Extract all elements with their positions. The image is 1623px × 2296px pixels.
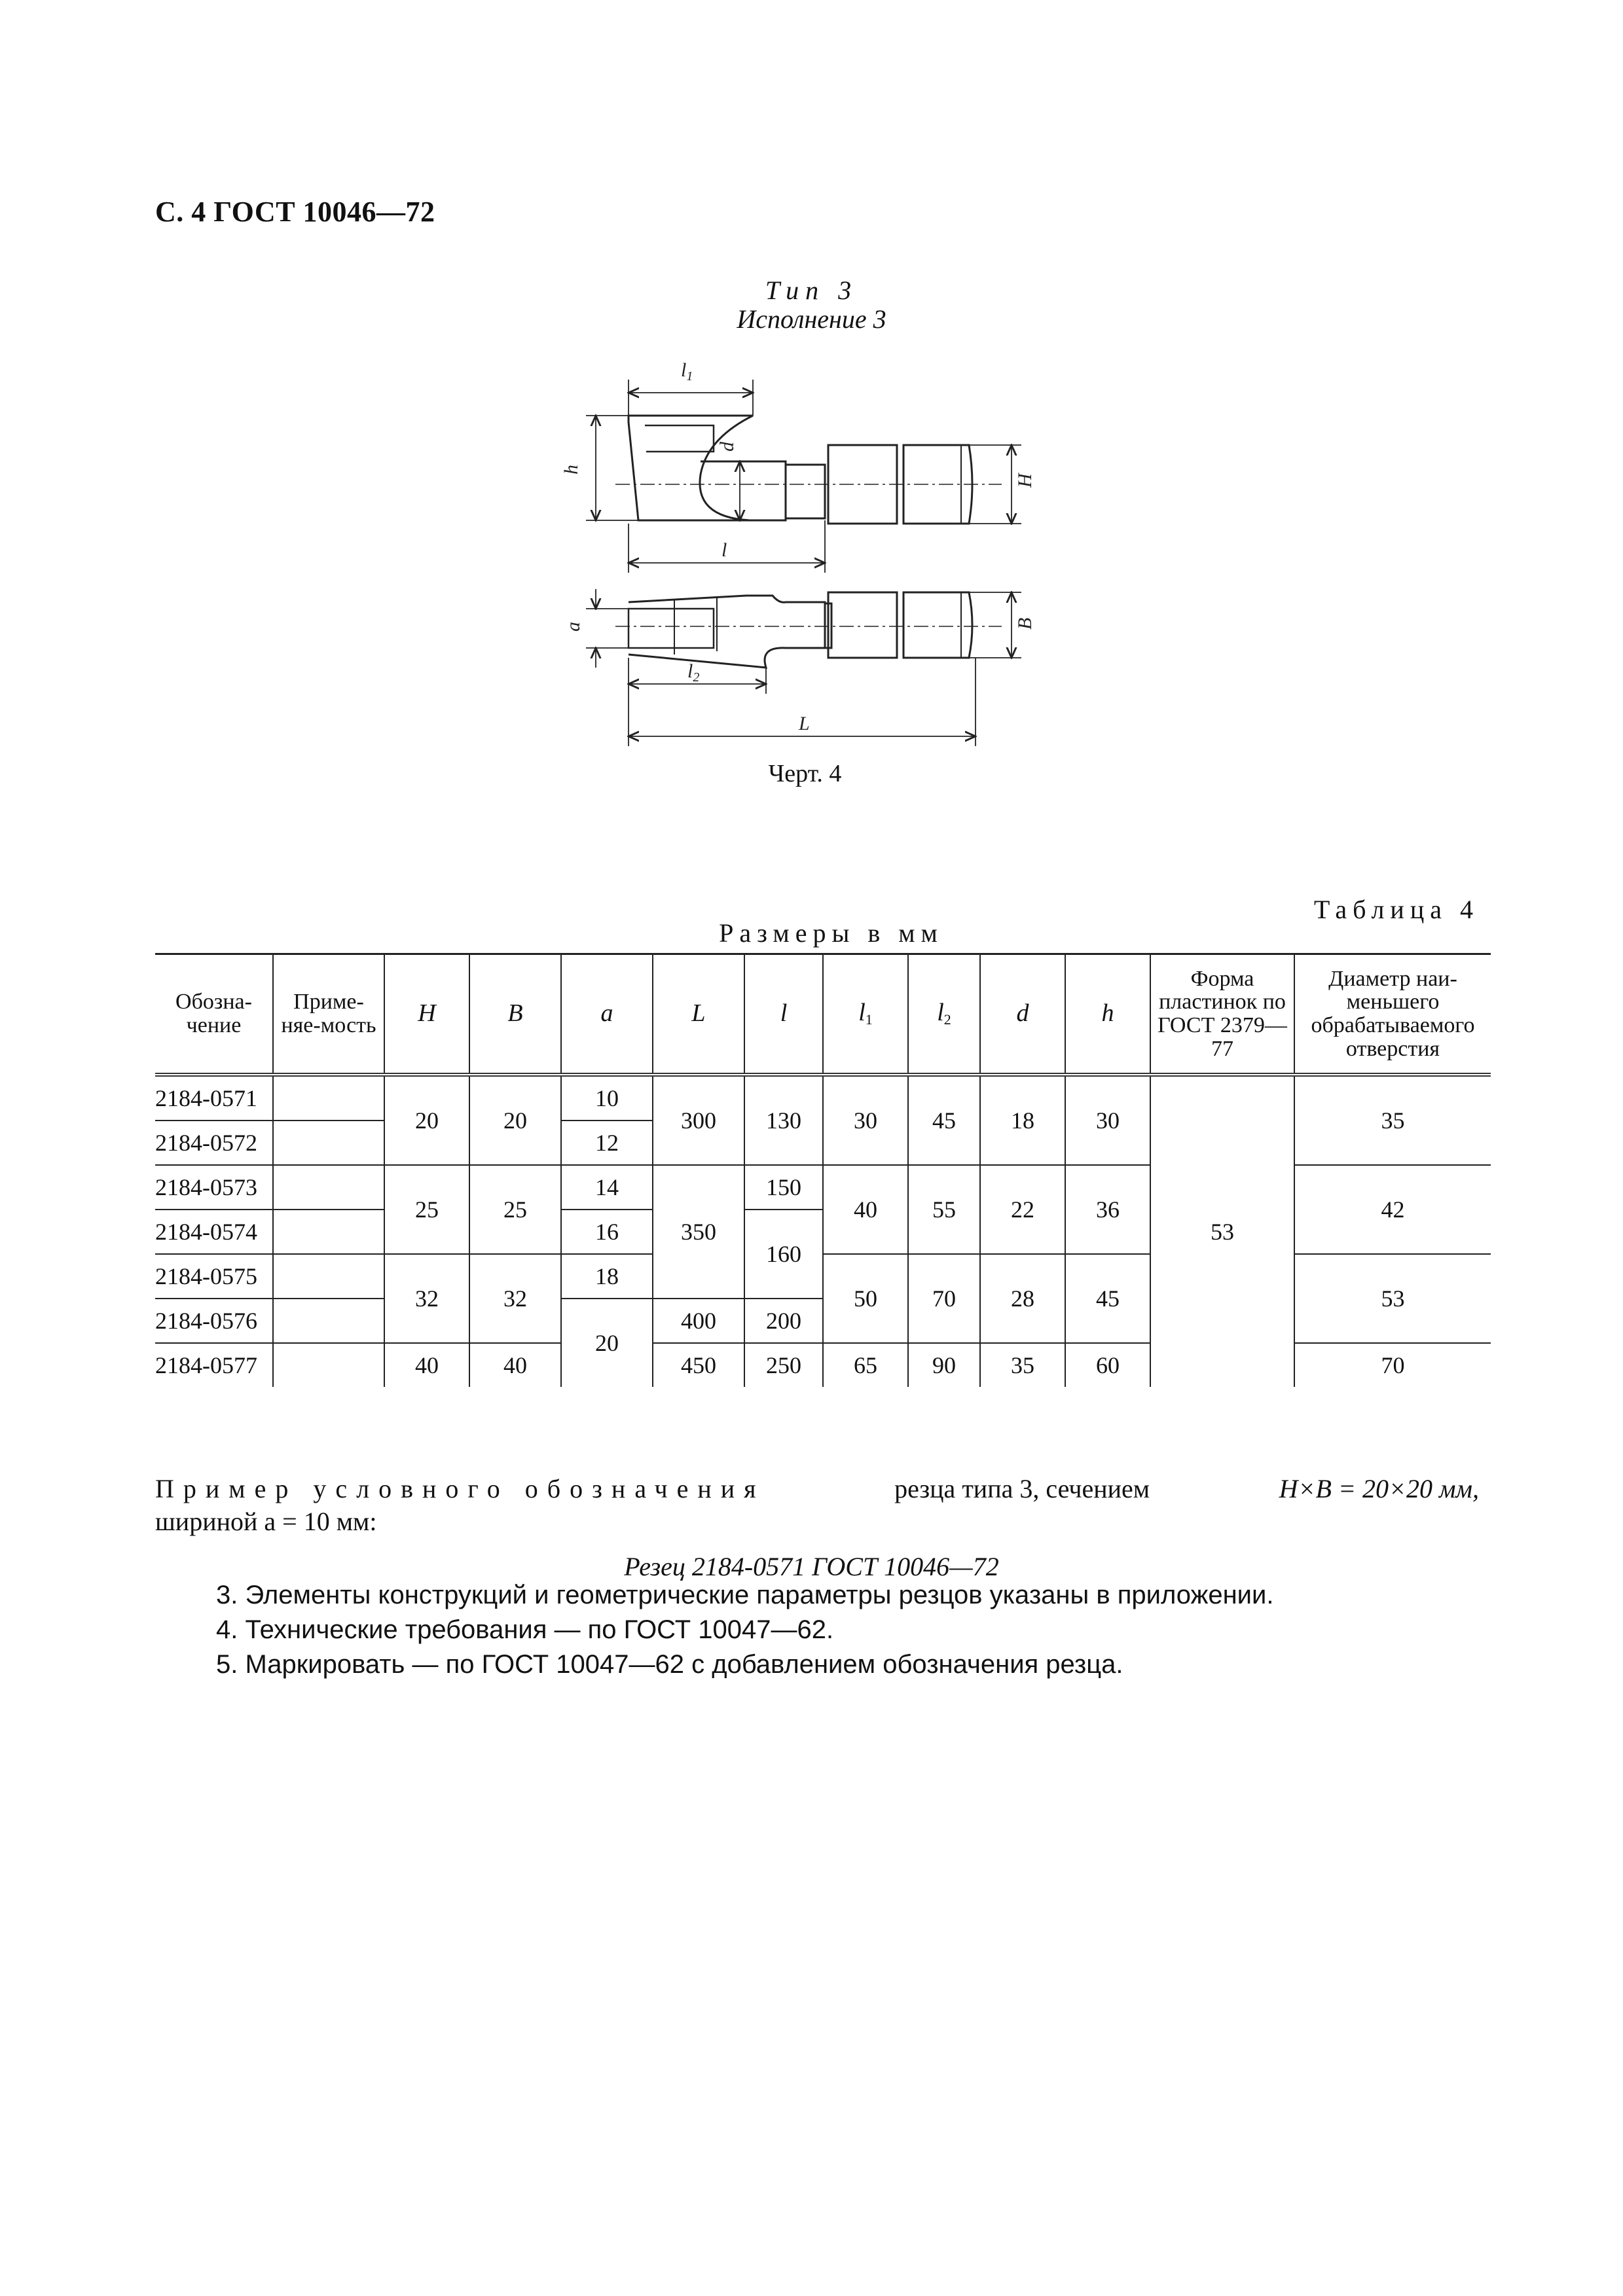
example-line2: шириной a = 10 мм:: [155, 1507, 377, 1536]
label-l1: $l_1$: [681, 359, 693, 384]
cell-l2: 90: [908, 1343, 980, 1387]
cell-min-diameter: 53: [1294, 1254, 1491, 1343]
col-h: h: [1065, 954, 1150, 1075]
cell-B: 25: [469, 1165, 561, 1254]
label-a: a: [562, 622, 584, 632]
cell-designation: 2184-0576: [155, 1299, 273, 1343]
cell-l: 160: [744, 1210, 823, 1299]
col-l2: $l_2$: [908, 954, 980, 1075]
top-view-shank-collar: [828, 445, 897, 524]
col-d: d: [980, 954, 1065, 1075]
col-plate-form: Форма пластинок по ГОСТ 2379—77: [1150, 954, 1294, 1075]
cell-a: 20: [561, 1299, 653, 1387]
col-min-diameter: Диаметр наи-меньшего обрабатываемого отверстия: [1294, 954, 1491, 1075]
cell-l2: 55: [908, 1165, 980, 1254]
col-applicability: Приме-няе-мость: [273, 954, 384, 1075]
cell-l1: 30: [823, 1075, 908, 1165]
cell-a: 18: [561, 1254, 653, 1299]
label-h: h: [560, 465, 582, 475]
col-L: L: [653, 954, 744, 1075]
example-formula: H×B = 20×20 мм,: [1279, 1474, 1479, 1503]
col-l1: $l_1$: [823, 954, 908, 1075]
cell-d: 18: [980, 1075, 1065, 1165]
cell-designation: 2184-0573: [155, 1165, 273, 1210]
cell-l: 150: [744, 1165, 823, 1210]
cell-d: 28: [980, 1254, 1065, 1343]
label-B: B: [1014, 617, 1036, 630]
cell-B: 40: [469, 1343, 561, 1387]
bottom-view-head: [629, 596, 825, 668]
cell-l: 250: [744, 1343, 823, 1387]
label-L: L: [799, 713, 810, 734]
col-B: B: [469, 954, 561, 1075]
figure-type: Тип 3: [765, 276, 858, 305]
col-l: l: [744, 954, 823, 1075]
cell-applicability: [273, 1075, 384, 1121]
cell-L: 450: [653, 1343, 744, 1387]
cell-h: 30: [1065, 1075, 1150, 1165]
figure-caption: Черт. 4: [768, 760, 842, 787]
cell-B: 20: [469, 1075, 561, 1165]
cell-l1: 50: [823, 1254, 908, 1343]
label-H: H: [1014, 473, 1036, 488]
cutter-drawing: [550, 353, 1139, 759]
example-paragraph: [155, 1473, 1479, 1538]
cell-l1: 40: [823, 1165, 908, 1254]
cell-applicability: [273, 1121, 384, 1165]
cell-a: 16: [561, 1210, 653, 1254]
cell-L: 350: [653, 1165, 744, 1299]
cell-L: 400: [653, 1299, 744, 1343]
cell-designation: 2184-0577: [155, 1343, 273, 1387]
page-header: С. 4 ГОСТ 10046—72: [155, 196, 435, 228]
label-l2: $l_2$: [687, 660, 700, 685]
cell-min-diameter: 70: [1294, 1343, 1491, 1387]
cell-designation: 2184-0571: [155, 1085, 257, 1111]
cell-min-diameter: 35: [1294, 1075, 1491, 1165]
figure-execution: Исполнение 3: [737, 304, 886, 334]
cell-applicability: [273, 1210, 384, 1254]
cell-L: 300: [653, 1075, 744, 1165]
col-designation: Обозна-чение: [155, 954, 273, 1075]
cell-designation: 2184-0572: [155, 1121, 273, 1165]
cell-h: 36: [1065, 1165, 1150, 1254]
col-a: a: [561, 954, 653, 1075]
cell-l: 130: [744, 1075, 823, 1165]
example-text: резца типа 3, сечением: [894, 1474, 1150, 1503]
cell-l1: 65: [823, 1343, 908, 1387]
cell-plate-form: 53: [1150, 1075, 1294, 1387]
table-row: [155, 1075, 1491, 1121]
cell-applicability: [273, 1165, 384, 1210]
table-header-row: [155, 954, 1491, 1075]
item-3: 3. Элементы конструкций и геометрические параметры резцов указаны в приложении.: [216, 1581, 1274, 1609]
cell-d: 22: [980, 1165, 1065, 1254]
table-units-note: Размеры в мм: [719, 918, 943, 948]
item-4: 4. Технические требования — по ГОСТ 10047—62.: [216, 1615, 834, 1644]
cell-applicability: [273, 1254, 384, 1299]
cell-l2: 45: [908, 1075, 980, 1165]
cell-H: 40: [384, 1343, 469, 1387]
table-number: Таблица 4: [1313, 895, 1479, 924]
label-l: l: [721, 539, 727, 561]
cell-B: 32: [469, 1254, 561, 1343]
top-view-head: [629, 416, 753, 520]
cell-H: 32: [384, 1254, 469, 1343]
example-designation: Резец 2184-0571 ГОСТ 10046—72: [624, 1552, 999, 1581]
cell-H: 20: [384, 1075, 469, 1165]
cell-a: 10: [561, 1075, 653, 1121]
item-5: 5. Маркировать — по ГОСТ 10047—62 с добавлением обозначения резца.: [216, 1650, 1123, 1679]
cell-h: 60: [1065, 1343, 1150, 1387]
cell-a: 12: [561, 1121, 653, 1165]
label-d: d: [716, 442, 738, 452]
cell-H: 25: [384, 1165, 469, 1254]
cell-min-diameter: 42: [1294, 1165, 1491, 1254]
cell-applicability: [273, 1299, 384, 1343]
cell-designation: 2184-0575: [155, 1254, 273, 1299]
top-view-shank-end: [903, 445, 972, 524]
cell-applicability: [273, 1343, 384, 1387]
cell-designation: 2184-0574: [155, 1210, 273, 1254]
col-H: H: [384, 954, 469, 1075]
cell-l2: 70: [908, 1254, 980, 1343]
cell-l: 200: [744, 1299, 823, 1343]
cell-d: 35: [980, 1343, 1065, 1387]
example-lead: Пример условного обозначения: [155, 1474, 765, 1503]
dimensions-table: [155, 953, 1491, 1387]
cell-h: 45: [1065, 1254, 1150, 1343]
cell-a: 14: [561, 1165, 653, 1210]
